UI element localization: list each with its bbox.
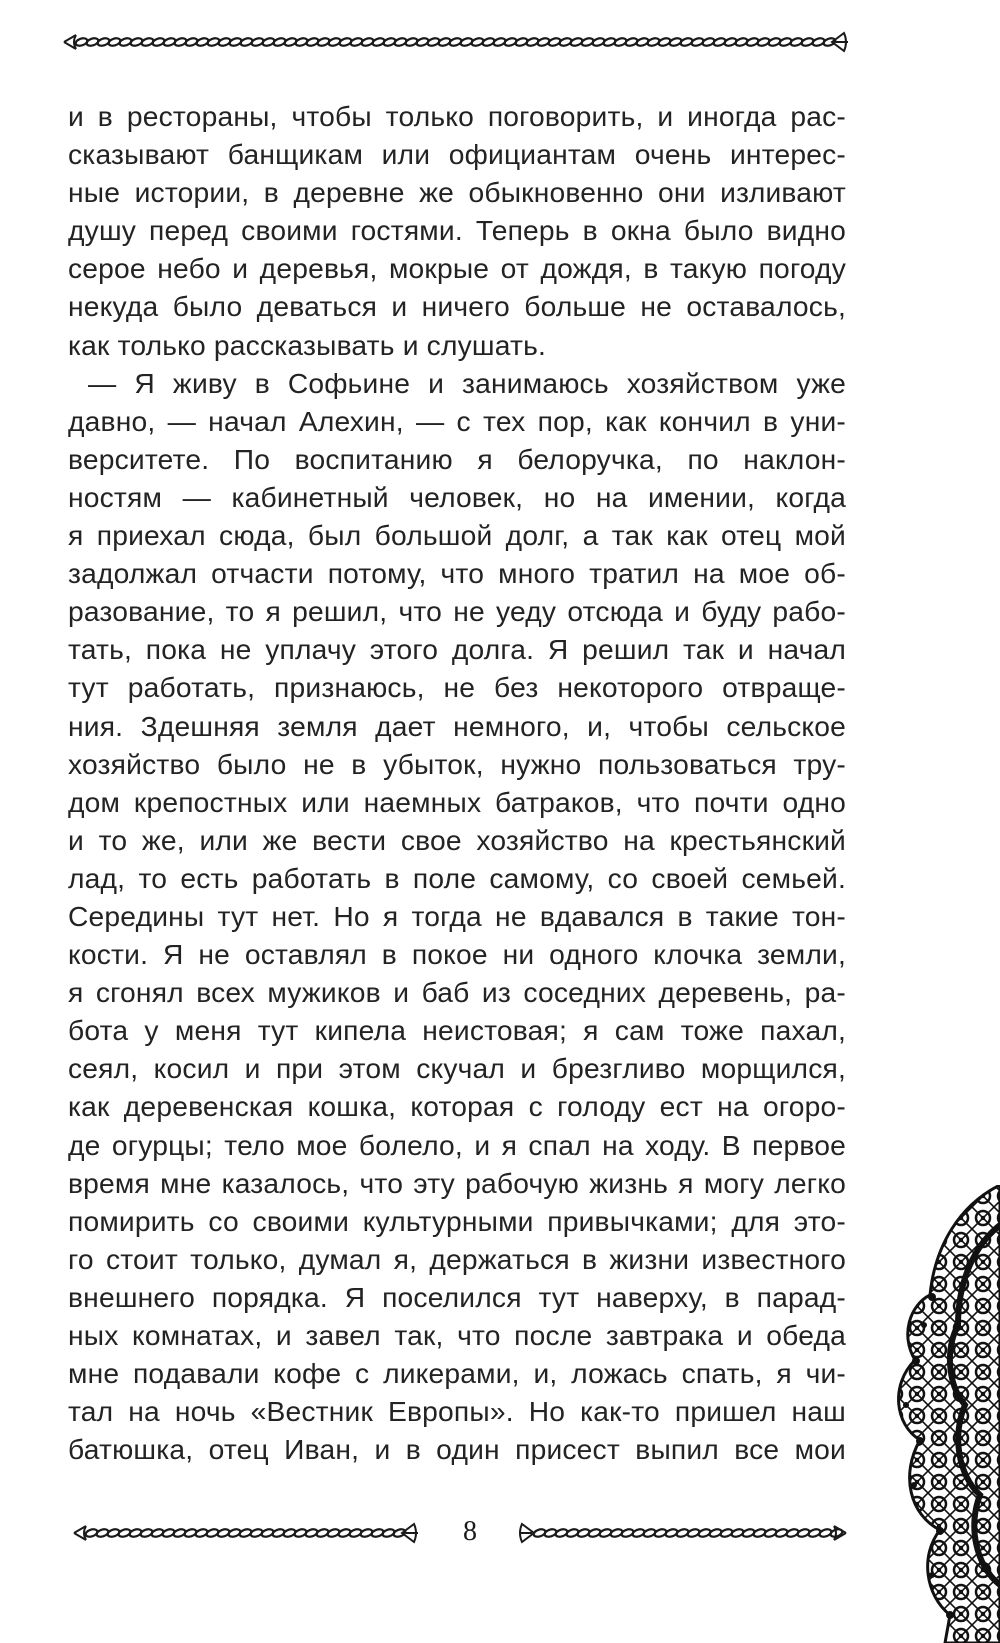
text-line: хозяйство было не в убыток, нужно пользоваться тру-: [68, 747, 846, 780]
text-line: как только рассказывать и слушать.: [68, 328, 547, 361]
rope-link: [823, 37, 837, 47]
text-line: ные истории, в деревне же обыкновенно они изливают: [68, 176, 846, 209]
text-line: кости. Я не оставлял в покое ни одного клочка земли,: [68, 938, 846, 971]
rope-link: [393, 1528, 407, 1538]
body-text: [68, 97, 846, 1468]
text-line: — Я живу в Софьине и занимаюсь хозяйством уже: [88, 366, 846, 399]
text-line: ния. Здешняя земля дает немного, и, чтобы сельское: [68, 709, 846, 742]
rope-border-icon: [62, 30, 850, 54]
text-line: лад, то есть работать в поле самому, со своей семьей.: [68, 861, 846, 894]
text-line: разование, то я решил, что не уеду отсюда и буду рабо-: [68, 595, 846, 628]
rope-border-icon: [518, 1521, 848, 1545]
text-line: бота у меня тут кипела неистовая; я сам тоже пахал,: [68, 1014, 846, 1047]
text-line: задолжал отчасти потому, что много тратил на мое об-: [68, 557, 846, 590]
text-line: сеял, косил и при этом скучал и брезгливо морщился,: [68, 1052, 846, 1085]
text-line: сказывают банщикам или официантам очень интерес-: [68, 138, 846, 171]
text-line: го стоит только, думал я, держаться в жизни известного: [68, 1242, 846, 1275]
text-line: внешнего порядка. Я поселился тут наверху, в парад-: [68, 1280, 846, 1313]
text-line: тут работать, признаюсь, не без некоторого отвраще-: [68, 671, 846, 704]
rope-border-icon: [72, 1521, 420, 1545]
bottom-left-rope-ornament: [72, 1521, 420, 1545]
lace-corner-ornament: [840, 1185, 1000, 1643]
text-line: душу перед своими гостями. Теперь в окна было видно: [68, 214, 846, 247]
text-line: ных комнатах, и завел так, что после завтрака и обеда: [68, 1319, 846, 1351]
text-line: мне подавали кофе с ликерами, и, ложась спать, я чи-: [68, 1357, 846, 1390]
text-line: верситете. По воспитанию я белоручка, по наклон-: [68, 442, 846, 475]
lace-ornament-icon: [840, 1185, 1000, 1643]
text-line: тал на ночь «Вестник Европы». Но как-то пришел наш: [68, 1395, 846, 1428]
text-line: серое небо и деревья, мокрые от дождя, в такую погоду: [68, 252, 846, 285]
page-number: 8: [463, 1516, 477, 1547]
text-line: я сгонял всех мужиков и баб из соседних деревень, ра-: [68, 976, 846, 1009]
text-line: давно, — начал Алехин, — с тех пор, как кончил в уни-: [68, 404, 846, 437]
text-line: некуда было деваться и ничего больше не оставалось,: [68, 290, 846, 323]
text-line: Середины тут нет. Но я тогда не вдавался в такие тон-: [68, 899, 846, 932]
text-line: тать, пока не уплачу этого долга. Я решил так и начал: [68, 633, 846, 666]
text-line: и в рестораны, чтобы только поговорить, и иногда рас-: [68, 100, 846, 132]
text-line: ностям — кабинетный человек, но на имении, когда: [68, 480, 846, 513]
text-line: и то же, или же вести свое хозяйство на крестьянский: [68, 823, 846, 856]
top-rope-ornament: [62, 30, 850, 54]
text-line: батюшка, отец Иван, и в один присест выпил все мои: [68, 1433, 846, 1466]
text-line: время мне казалось, что эту рабочую жизнь я могу легко: [68, 1166, 846, 1199]
text-line: де огурцы; тело мое болело, и я спал на ходу. В первое: [68, 1128, 846, 1161]
text-line: дом крепостных или наемных батраков, что почти одно: [68, 785, 846, 818]
text-line: как деревенская кошка, которая с голоду ест на огоро-: [68, 1090, 846, 1123]
text-line: помирить со своими культурными привычками; для это-: [68, 1204, 846, 1237]
bottom-right-rope-ornament: [518, 1521, 848, 1545]
text-line: я приехал сюда, был большой долг, а так как отец мой: [68, 519, 846, 552]
